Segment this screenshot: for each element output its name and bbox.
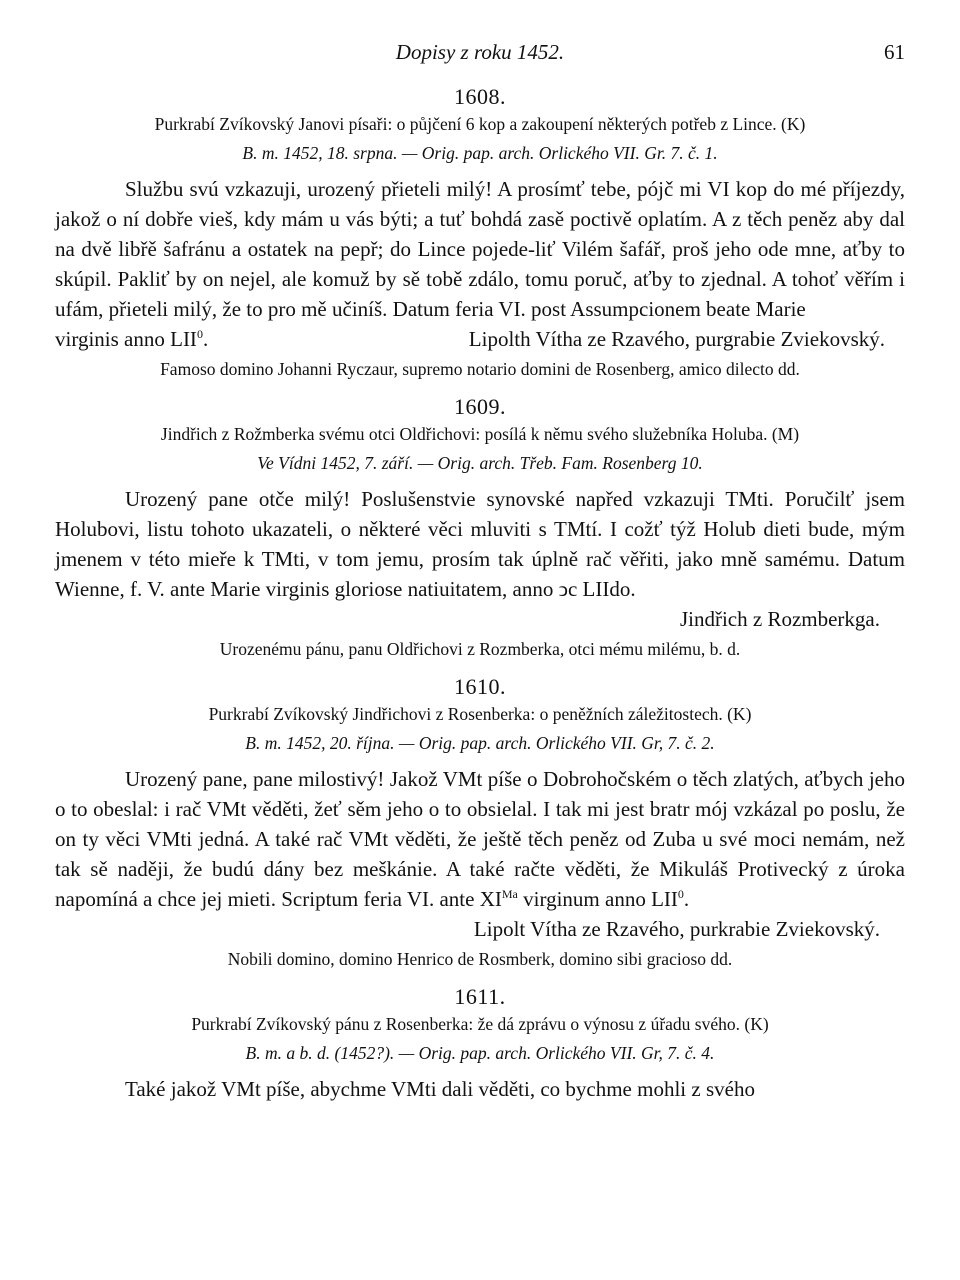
running-header (55, 40, 905, 76)
letter-number: 1611. (454, 984, 506, 1009)
letter-number: 1609. (454, 394, 506, 419)
page (55, 40, 905, 1116)
letter-address: Famoso domino Johanni Ryczaur, supremo notario domini de Rosenberg, amico dilecto dd. (160, 359, 800, 379)
letter-1609 (55, 394, 905, 662)
letter-source: B. m. a b. d. (1452?). — Orig. pap. arch. Orlického VII. Gr, 7. č. 4. (245, 1043, 715, 1063)
page-number: 61 (884, 40, 905, 64)
letter-source: B. m. 1452, 18. srpna. — Orig. pap. arch. Orlického VII. Gr. 7. č. 1. (242, 143, 718, 163)
letter-source: Ve Vídni 1452, 7. září. — Orig. arch. Třeb. Fam. Rosenberg 10. (257, 453, 703, 473)
letter-number: 1610. (454, 674, 506, 699)
letter-1611 (55, 984, 905, 1104)
signature: Lipolth Vítha ze Rzavého, purgrabie Zviekovský. (468, 327, 885, 351)
letter-address: Nobili domino, domino Henrico de Rosmberk, domino sibi gracioso dd. (227, 949, 733, 969)
letter-number: 1608. (454, 84, 506, 109)
letter-body: Urozený pane, pane milostivý! Jakož VMt píše o Dobrohočském o těch zlatých, aťbych jeho o to obeslal: i rač VMt věděti, žeť sěm jeho o to obsielal. I tak mi jest bratr mój vzkázal po poslu, že on ty věci VMti jedná. A také rač VMt věděti, že ještě těch peněz od Zuba u své moci nemám, než tak sě naději, že budú dány bez meškánie. A také račte věděti, že Mikuláš Protivecký z úroka napomíná a chce jej mieti. Scriptum feria VI. ante $XI^{Ma}$ virginum anno LII$^0$. (55, 767, 905, 911)
closing-line (55, 324, 905, 354)
letter-1608 (55, 84, 905, 382)
letter-body: Také jakož VMt píše, abychme VMti dali věděti, co bychme mohli z svého (125, 1077, 755, 1101)
letter-source: B. m. 1452, 20. října. — Orig. pap. arch. Orlického VII. Gr, 7. č. 2. (245, 733, 715, 753)
letter-summary: Purkrabí Zvíkovský Jindřichovi z Rosenberka: o peněžních záležitostech. (K) (208, 704, 752, 724)
letter-address: Urozenému pánu, panu Oldřichovi z Rozmberka, otci mému milému, b. d. (219, 639, 741, 659)
closing-date: virginis anno LII$^0$. (55, 327, 209, 351)
letter-summary: Purkrabí Zvíkovský Janovi písaři: o půjčení 6 kop a zakoupení některých potřeb z Lince. (K) (154, 114, 806, 134)
signature: Lipolt Vítha ze Rzavého, purkrabie Zviekovský. (473, 917, 880, 941)
letter-summary: Purkrabí Zvíkovský pánu z Rosenberka: že dá zprávu o výnosu z úřadu svého. (K) (191, 1014, 769, 1034)
letter-body: Urozený pane otče milý! Poslušenstvie synovské napřed vzkazuji TMti. Poručilť jsem Holubovi, listu tohoto ukazateli, o některé věci mluviti s TMtí. I cožť týž Holub dieti bude, mým jmenem v této mieře k TMti, v tom jemu, prosím tak úplně rač věřiti, jako mně samému. Datum Wienne, f. V. ante Marie virginis gloriose natiuitatem, anno ↄc LIIdo. (55, 487, 905, 601)
letter-1610 (55, 674, 905, 972)
running-title: Dopisy z roku 1452. (395, 40, 565, 64)
signature: Jindřich z Rozmberkga. (679, 607, 880, 631)
letter-body: Službu svú vzkazuji, urozený přieteli milý! A prosímť tebe, pójč mi VI kop do mé příjezdy, jakož o ní dobře vieš, kdy mám u vás býti; a tuť bohdá zasě poctivě oplatím. A z těch peněz aby dal na dvě libřě šafránu a ostatek na pepř; do Lince pojede-liť Vilém šafář, proš jeho ode mne, aťby to skúpil. Pakliť by on nejel, ale komuž by sě tobě zdálo, tomu poruč, aťby to zjednal. A tohoť věřím i ufám, přieteli milý, že to pro mě učiníš. Datum feria VI. post Assumpcionem beate Marie (55, 177, 905, 321)
letter-summary: Jindřich z Rožmberka svému otci Oldřichovi: posílá k němu svého služebníka Holuba. (M) (160, 424, 800, 444)
